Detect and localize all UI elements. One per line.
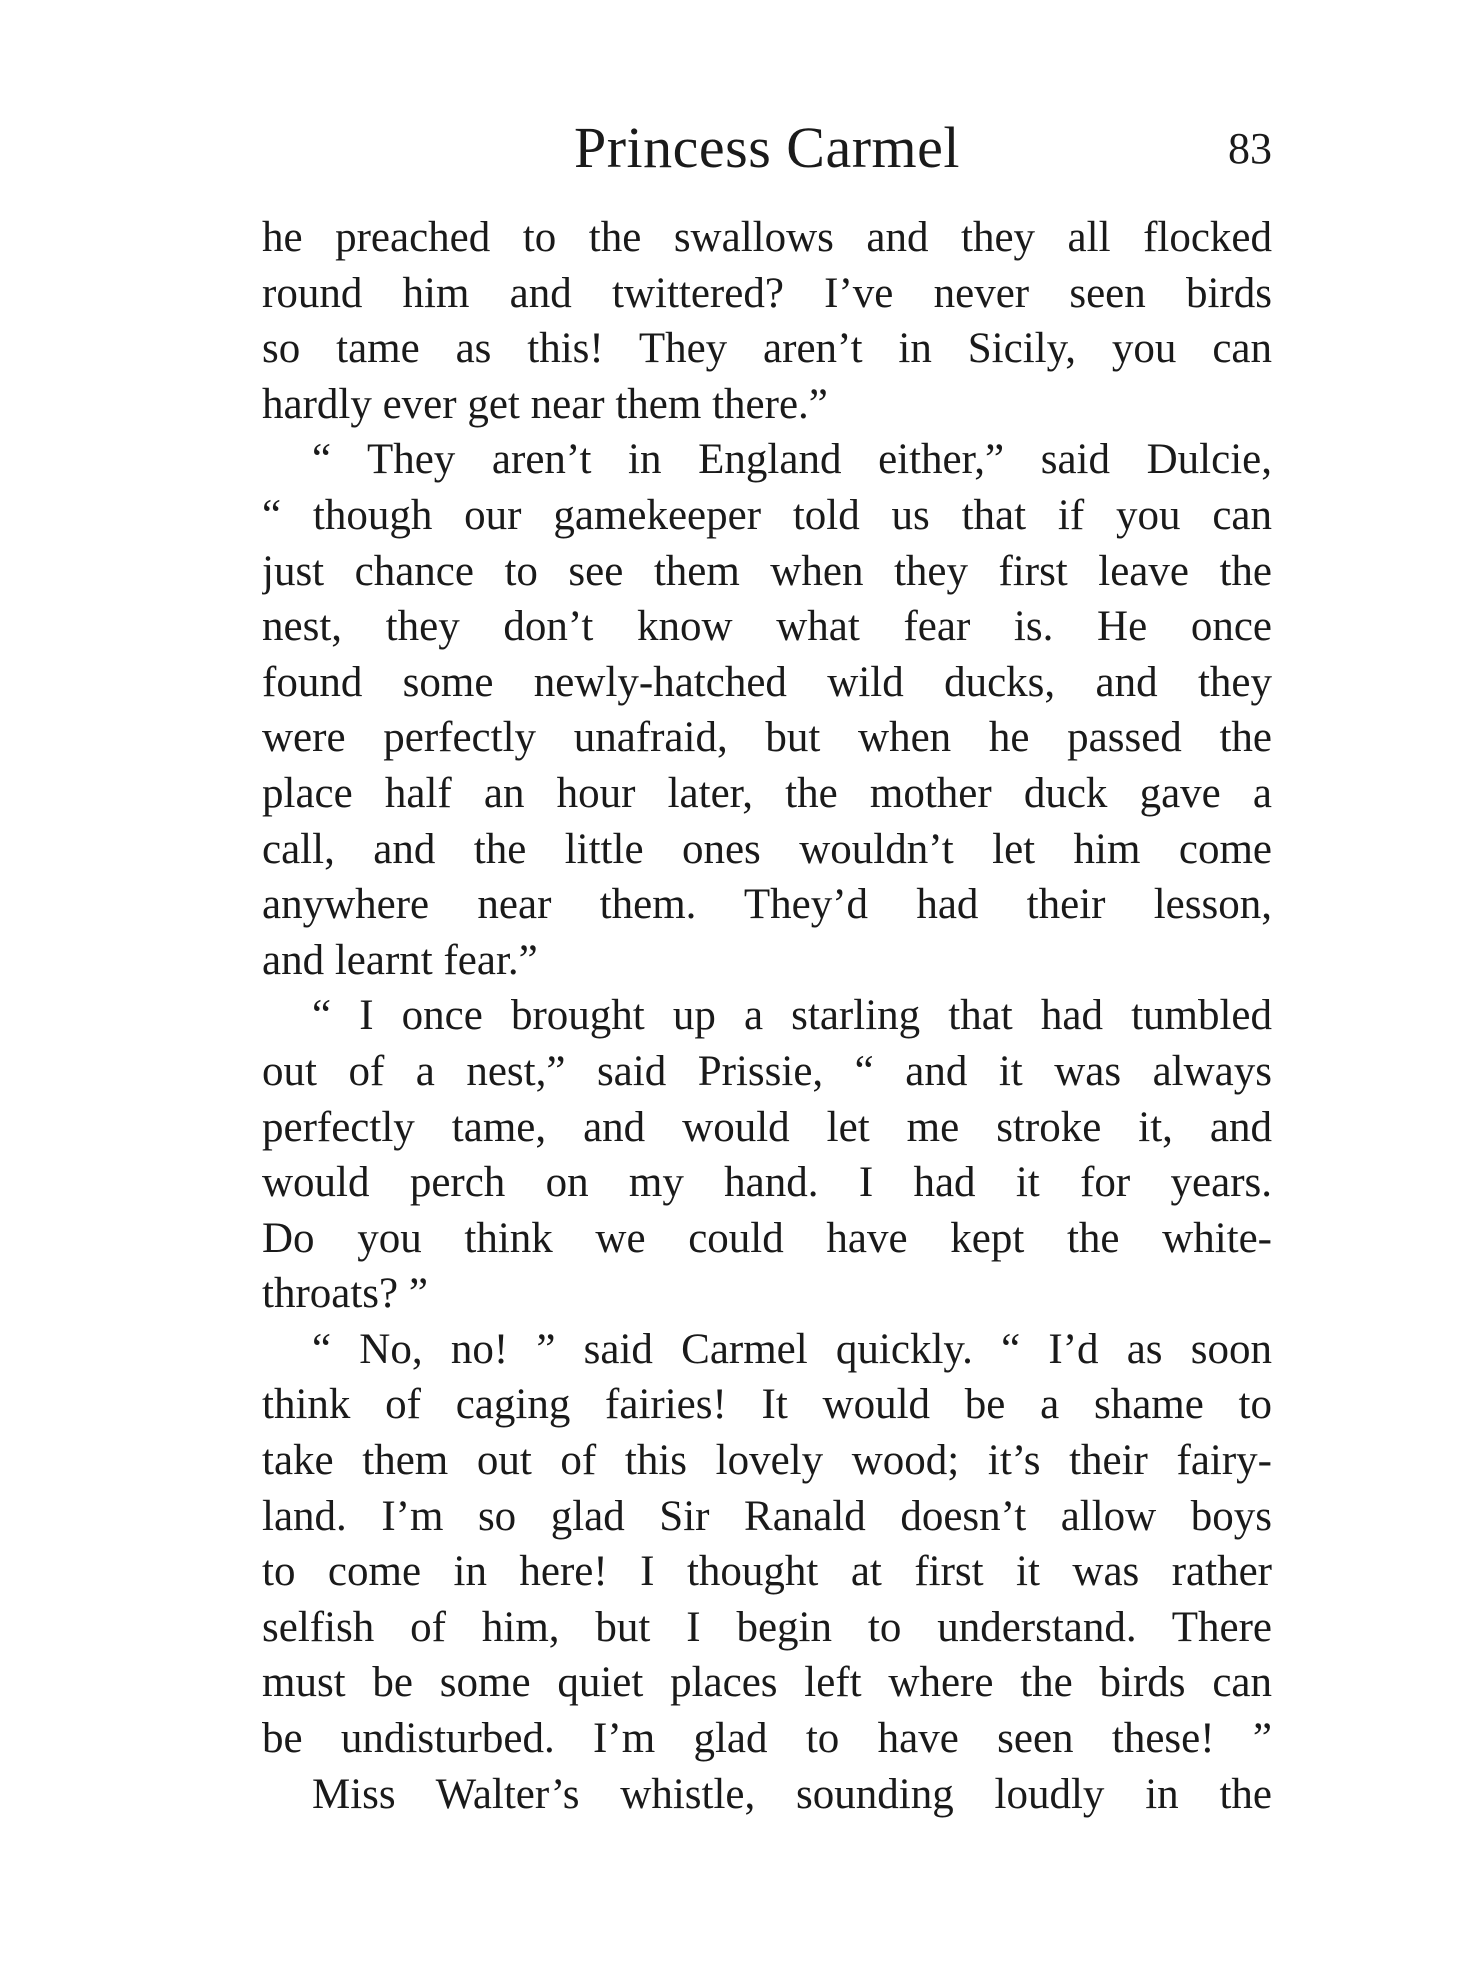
text-line-content: land. I’m so glad Sir Ranald doesn’t allow boys [262,1492,1272,1540]
text-line [262,1377,1272,1433]
text-line [262,1489,1272,1545]
text-line [262,655,1272,711]
running-head [262,108,1272,188]
text-line-content: nest, they don’t know what fear is. He once [262,603,1272,651]
text-line [262,1655,1272,1711]
text-line-content: selfish of him, but I begin to understand. There [262,1603,1272,1651]
text-line [262,988,1272,1044]
text-line [262,544,1272,600]
text-line [262,1211,1272,1267]
text-line-content: call, and the little ones wouldn’t let him come [262,825,1272,873]
text-line [262,321,1272,377]
text-line-content: so tame as this! They aren’t in Sicily, you can [262,325,1272,373]
text-line-content: to come in here! I thought at first it was rather [262,1548,1272,1596]
text-line-content: out of a nest,” said Prissie, “ and it was always [262,1047,1272,1095]
text-line-content: place half an hour later, the mother duck gave a [262,769,1272,817]
text-line [262,933,1272,989]
text-line [262,266,1272,322]
text-line-content: and learnt fear.” [262,936,538,984]
text-line [262,766,1272,822]
text-line [262,822,1272,878]
text-line-content: Do you think we could have kept the white- [262,1214,1272,1262]
text-line [262,1100,1272,1156]
text-line [262,1433,1272,1489]
text-line [262,1600,1272,1656]
running-title: Princess Carmel [573,115,961,180]
text-line-content: must be some quiet places left where the birds can [262,1659,1272,1707]
text-line [262,488,1272,544]
text-line [262,1322,1272,1378]
body-text [262,210,1272,1822]
text-line [262,877,1272,933]
text-line-content: found some newly-hatched wild ducks, and they [262,658,1272,706]
text-line [262,599,1272,655]
text-line [262,1044,1272,1100]
text-line-content: just chance to see them when they first leave the [262,547,1272,595]
text-line [262,1544,1272,1600]
text-line [262,1266,1272,1322]
text-line [262,210,1272,266]
text-line [262,710,1272,766]
text-line-content: round him and twittered? I’ve never seen birds [262,269,1272,317]
text-line-content: “ They aren’t in England either,” said Dulcie, [312,436,1272,484]
text-line [262,1155,1272,1211]
text-line-content: were perfectly unafraid, but when he passed the [262,714,1272,762]
text-line [262,432,1272,488]
text-line-content: “ though our gamekeeper told us that if you can [262,491,1272,539]
text-line-content: he preached to the swallows and they all flocked [262,214,1272,261]
page-number: 83 [1228,124,1272,173]
text-line-content: anywhere near them. They’d had their lesson, [262,881,1272,929]
text-line-content: “ No, no! ” said Carmel quickly. “ I’d as soon [312,1325,1272,1373]
text-line-content: perfectly tame, and would let me stroke it, and [262,1103,1272,1151]
text-line [262,377,1272,433]
text-line-content: Miss Walter’s whistle, sounding loudly in the [312,1770,1272,1818]
text-line-content: hardly ever get near them there.” [262,380,828,428]
text-line-content: think of caging fairies! It would be a shame to [262,1381,1272,1429]
text-line-content: be undisturbed. I’m glad to have seen these! ” [262,1715,1272,1763]
text-line-content: take them out of this lovely wood; it’s their fairy- [262,1437,1272,1485]
text-line-content: “ I once brought up a starling that had tumbled [312,992,1272,1040]
text-line [262,1767,1272,1823]
text-line [262,1711,1272,1767]
text-line-content: throats? ” [262,1270,428,1318]
text-line-content: would perch on my hand. I had it for years. [262,1159,1272,1207]
